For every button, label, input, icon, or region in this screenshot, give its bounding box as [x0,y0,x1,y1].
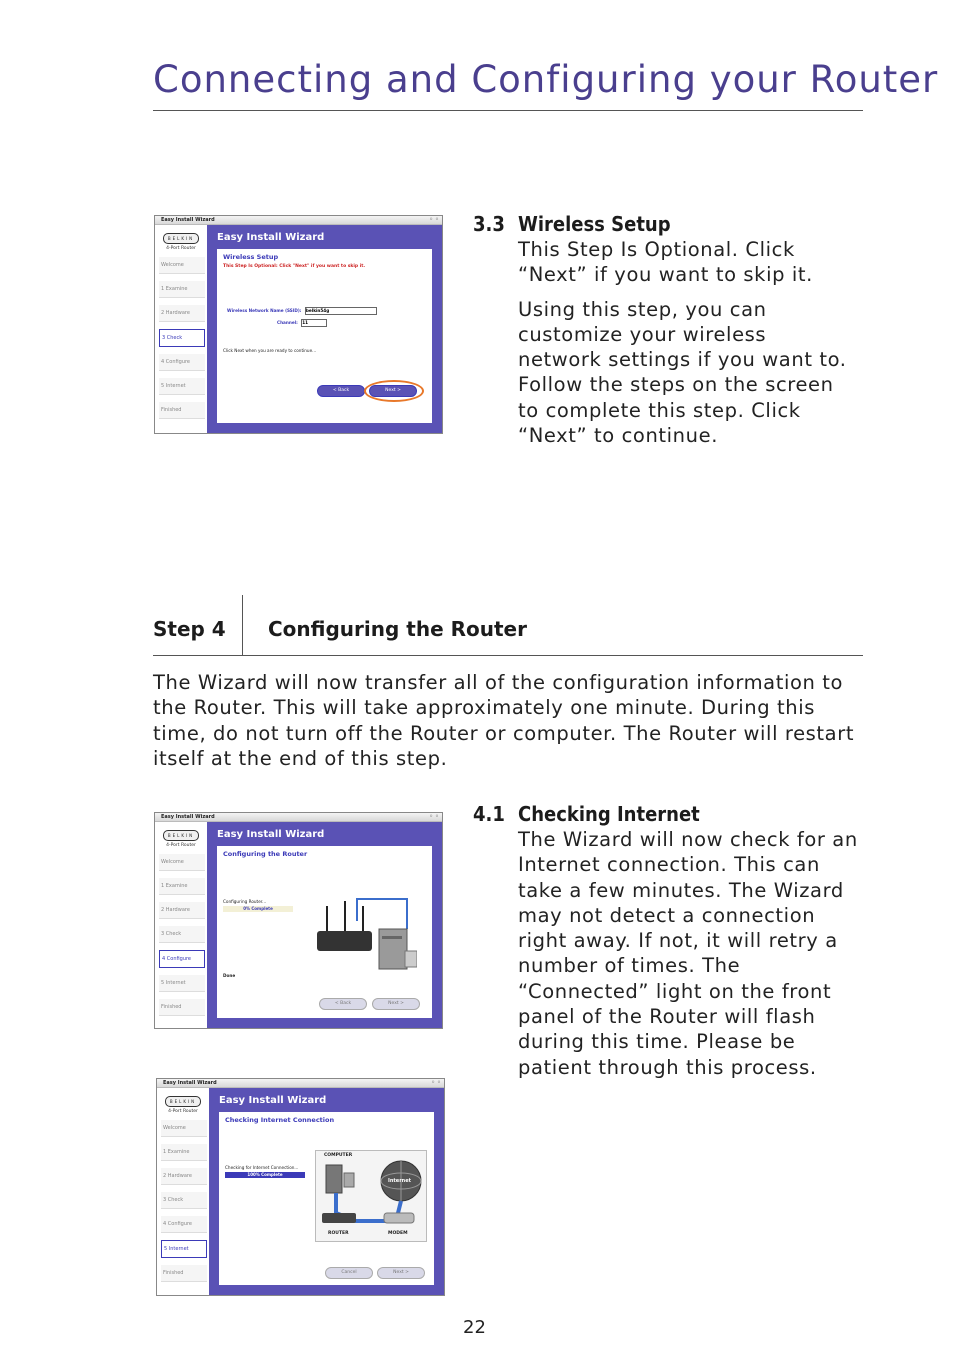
product-name: 4-Port Router [166,843,196,848]
nav-internet: 5 Internet [159,975,205,992]
network-diagram [315,1150,427,1242]
nav-check: 3 Check [159,926,205,943]
nav-finished: Finished [161,1265,207,1282]
nav-examine: 1 Examine [161,1144,207,1161]
nav-configure: 4 Configure [159,354,205,371]
ssid-row [227,307,377,315]
step-title: Configuring the Router [268,617,527,641]
configuring-router-screenshot [154,812,443,1029]
panel-title: Checking Internet Connection [225,1116,335,1124]
wizard-sidebar [157,1088,210,1295]
continue-text: Click Next when you are ready to continue... [223,348,317,353]
product-name: 4-Port Router [168,1109,198,1114]
channel-label: Channel: [277,320,298,325]
router-label: ROUTER [328,1231,349,1236]
nav-examine: 1 Examine [159,281,205,298]
page-number: 22 [463,1317,486,1338]
step-label: Step 4 [153,617,226,641]
section-number: 4.1 [473,802,505,826]
optional-note: This Step Is Optional: Click "Next" if you want to skip it. [223,264,366,269]
wireless-setup-screenshot [154,215,443,434]
next-button: Next > [369,385,417,397]
nav-configure: 4 Configure [159,950,205,968]
nav-welcome: Welcome [161,1120,207,1137]
belkin-logo: BELKIN [165,1096,201,1107]
wireless-setup-heading [473,212,671,236]
wireless-setup-paragraph-2: Using this step, you can customize your wireless network settings if you want to. Follow the steps on the screen to complete this step. Click “Next” to continue. [518,297,847,448]
title-divider [153,110,863,111]
progress-bar: 0% Complete [223,906,293,912]
next-button: Next > [377,1267,425,1279]
nav-examine: 1 Examine [159,878,205,895]
wireless-setup-paragraph-1: This Step Is Optional. Click “Next” if you want to skip it. [518,238,813,287]
page-title: Connecting and Configuring your Router [153,58,939,101]
window-title: Easy Install Wizard [161,217,215,223]
wizard-header: Easy Install Wizard [217,829,325,840]
nav-hardware: 2 Hardware [159,902,205,919]
status-text: Checking for Internet Connection... [225,1165,299,1170]
panel-title: Configuring the Router [223,850,308,858]
done-text: Done [223,973,236,978]
checking-internet-body: The Wizard will now check for an Internet connection. This can take a few minutes. The Wizard may not detect a connection right away. If not, it will retry a number of times. The “Connected” light on the front panel of the Router will flash during this time. Please be patient through this process. [518,828,858,1079]
router-computer-illustration [317,891,417,976]
status-text: Configuring Router... [223,899,267,904]
next-highlight-circle [364,380,424,402]
panel-title: Wireless Setup [223,253,279,261]
window-controls-icon: ◦ ◦ [429,216,439,223]
wizard-header: Easy Install Wizard [219,1095,327,1106]
wizard-sidebar [155,225,208,433]
window-controls-icon: ◦ ◦ [431,1079,441,1086]
wizard-header: Easy Install Wizard [217,232,325,243]
wizard-panel [217,846,432,1018]
section-title: Wireless Setup [518,212,671,236]
internet-label: Internet [388,1178,412,1184]
progress-bar: 100% Complete [225,1172,305,1178]
nav-finished: Finished [159,402,205,419]
wizard-panel [219,1112,434,1285]
step-rule [153,655,863,656]
computer-label: COMPUTER [324,1153,353,1158]
wizard-main [207,225,442,433]
product-name: 4-Port Router [166,246,196,251]
nav-welcome: Welcome [159,257,205,274]
step4-intro: The Wizard will now transfer all of the configuration information to the Router. This will take approximately one minute. During this time, do not turn off the Router or computer. The Router will restart itself at the end of this step. [153,671,855,770]
wizard-titlebar [155,813,442,822]
nav-internet: 5 Internet [161,1240,207,1258]
belkin-logo: BELKIN [163,830,199,841]
nav-configure: 4 Configure [161,1216,207,1233]
nav-check: 3 Check [159,329,205,347]
next-button: Next > [372,998,420,1010]
section-number: 3.3 [473,212,505,236]
nav-welcome: Welcome [159,854,205,871]
section-title: Checking Internet [518,802,700,826]
nav-hardware: 2 Hardware [159,305,205,322]
cancel-button: Cancel [325,1267,373,1279]
nav-check: 3 Check [161,1192,207,1209]
back-button: < Back [319,998,367,1010]
ssid-field: belkin54g [305,307,377,315]
nav-finished: Finished [159,999,205,1016]
network-icons [316,1151,426,1241]
modem-label: MODEM [388,1231,408,1236]
nav-hardware: 2 Hardware [161,1168,207,1185]
window-title: Easy Install Wizard [161,814,215,820]
wizard-main [209,1088,444,1295]
wizard-titlebar [157,1079,444,1088]
back-button: < Back [317,385,365,397]
nav-internet: 5 Internet [159,378,205,395]
belkin-logo: BELKIN [163,233,199,244]
wireless-setup-body [518,237,853,457]
wizard-titlebar [155,216,442,225]
wizard-main [207,822,442,1028]
checking-internet-heading [473,802,700,826]
window-title: Easy Install Wizard [163,1080,217,1086]
ssid-label: Wireless Network Name (SSID): [227,308,302,313]
step-divider [242,595,243,655]
window-controls-icon: ◦ ◦ [429,813,439,820]
channel-row [277,319,327,327]
channel-select: 11 [301,319,327,327]
wizard-panel [217,249,432,423]
wizard-sidebar [155,822,208,1028]
checking-internet-screenshot [156,1078,445,1296]
